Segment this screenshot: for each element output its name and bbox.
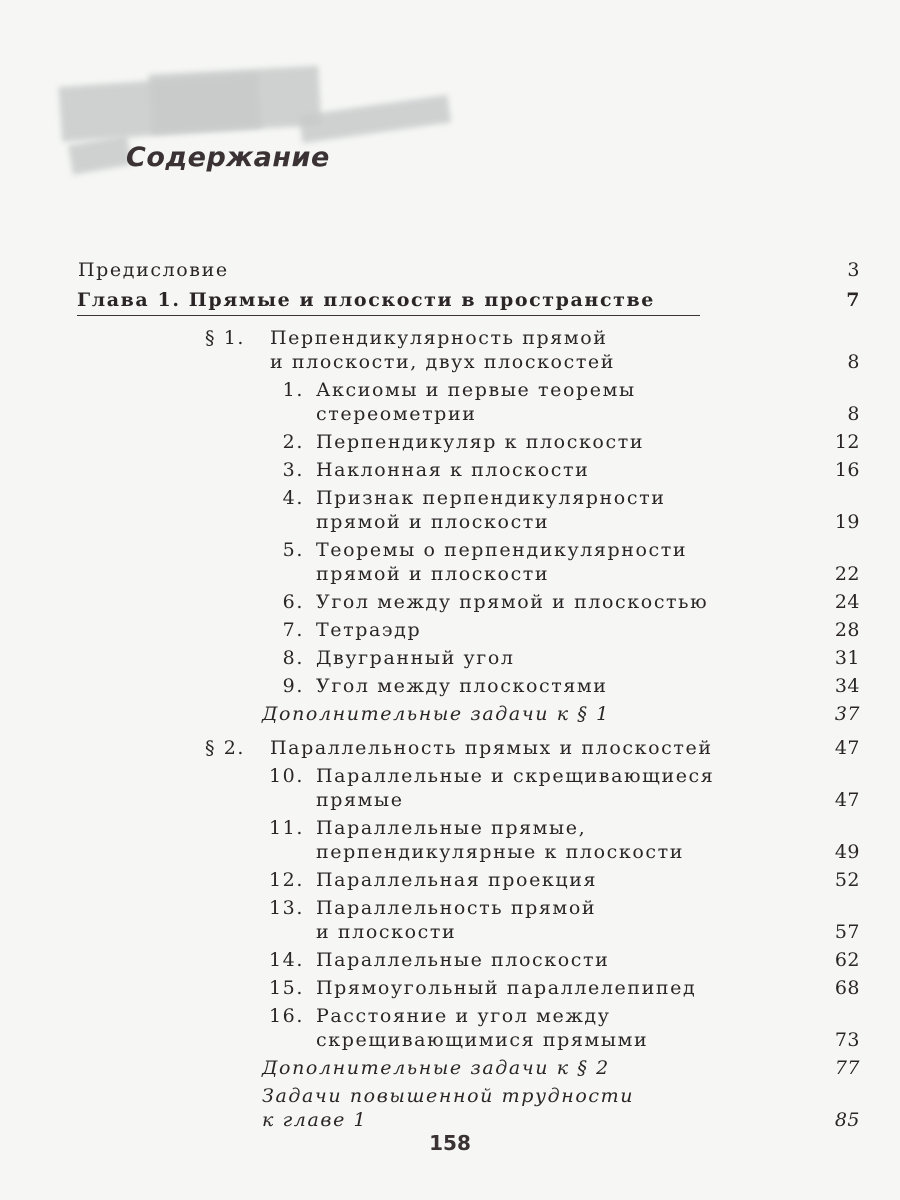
toc-entry-number: 16. (268, 1005, 304, 1027)
toc-entry (0, 868, 900, 892)
toc-entry-number: 2. (282, 431, 304, 453)
toc-entry-number: 11. (268, 817, 304, 839)
table-of-contents (0, 258, 900, 1136)
toc-entry-title: Перпендикуляр к плоскости (316, 431, 645, 453)
toc-entry-title: Глава 1. Прямые и плоскости в пространстве (77, 288, 700, 316)
toc-entry (0, 378, 900, 426)
toc-entry (0, 976, 900, 1000)
toc-entry (0, 816, 900, 864)
toc-entry-page: 85 (834, 1109, 860, 1131)
toc-entry-number: 5. (282, 539, 304, 561)
toc-entry (0, 764, 900, 812)
toc-entry (0, 674, 900, 698)
toc-entry-number: 14. (268, 949, 304, 971)
toc-entry-page: 8 (847, 351, 860, 373)
toc-entry-title: Теоремы о перпендикулярности прямой и плоскости (316, 539, 688, 585)
page-number: 158 (429, 1131, 471, 1155)
toc-entry-number: 1. (282, 379, 304, 401)
page-title: Содержание (126, 142, 330, 173)
toc-entry-number: 9. (282, 675, 304, 697)
toc-entry (0, 646, 900, 670)
toc-entry-page: 62 (834, 949, 860, 971)
toc-entry (0, 430, 900, 454)
toc-entry-title: Параллельная проекция (316, 869, 598, 891)
toc-entry (0, 1084, 900, 1132)
toc-entry-title: Прямоугольный параллелепипед (316, 977, 697, 999)
toc-entry (0, 896, 900, 944)
toc-entry-number: 12. (268, 869, 304, 891)
toc-entry-title: Параллельность прямой и плоскости (316, 897, 597, 943)
toc-entry-title: Аксиомы и первые теоремы стереометрии (316, 379, 636, 425)
toc-entry-number: 10. (268, 765, 304, 787)
toc-entry-page: 52 (834, 869, 860, 891)
toc-entry (0, 458, 900, 482)
toc-entry-page: 31 (834, 647, 860, 669)
toc-entry-page: 68 (834, 977, 860, 999)
toc-entry-page: 77 (834, 1057, 860, 1079)
toc-entry-number: 15. (268, 977, 304, 999)
toc-entry-page: 28 (834, 619, 860, 641)
toc-entry (0, 948, 900, 972)
toc-entry-title: Угол между прямой и плоскостью (316, 591, 709, 613)
decorative-brush-stroke (149, 66, 322, 135)
toc-entry-page: 19 (834, 511, 860, 533)
toc-entry-page: 37 (834, 703, 860, 725)
toc-entry-title: Признак перпендикулярности прямой и плоскости (316, 487, 666, 533)
toc-entry (0, 1056, 900, 1080)
toc-entry (0, 736, 900, 760)
toc-entry-page: 24 (834, 591, 860, 613)
toc-entry (0, 258, 900, 282)
toc-entry-page: 47 (834, 737, 860, 759)
toc-entry-title: Тетраэдр (316, 619, 422, 641)
toc-entry-title: Наклонная к плоскости (316, 459, 590, 481)
toc-entry-title: Дополнительные задачи к § 1 (262, 703, 610, 725)
toc-entry-title: Параллельные плоскости (316, 949, 610, 971)
toc-entry-title: Параллельные прямые, перпендикулярные к плоскости (316, 817, 685, 863)
toc-entry-page: 3 (847, 259, 860, 281)
toc-entry-title: Задачи повышенной трудности к главе 1 (262, 1085, 635, 1131)
toc-entry-number: § 2. (205, 737, 246, 759)
toc-entry (0, 486, 900, 534)
toc-entry-title: Расстояние и угол между скрещивающимися прямыми (316, 1005, 649, 1051)
toc-entry-number: 8. (282, 647, 304, 669)
toc-entry-number: 7. (282, 619, 304, 641)
toc-entry-page: 8 (847, 403, 860, 425)
toc-entry-page: 12 (834, 431, 860, 453)
toc-entry-title: Дополнительные задачи к § 2 (262, 1057, 610, 1079)
decorative-brush-stroke (68, 135, 132, 175)
toc-entry-page: 49 (834, 841, 860, 863)
toc-entry-title: Угол между плоскостями (316, 675, 608, 697)
toc-entry-title: Параллельные и скрещивающиеся прямые (316, 765, 715, 811)
toc-entry-page: 73 (834, 1029, 860, 1051)
toc-entry-number: § 1. (205, 327, 246, 349)
toc-entry-number: 3. (282, 459, 304, 481)
toc-entry-number: 6. (282, 591, 304, 613)
toc-entry-title: Параллельность прямых и плоскостей (270, 737, 713, 759)
toc-entry (0, 1004, 900, 1052)
toc-entry-title: Двугранный угол (316, 647, 515, 669)
toc-entry (0, 702, 900, 726)
toc-entry-number: 4. (282, 487, 304, 509)
toc-entry-title: Предисловие (78, 259, 229, 281)
toc-entry-page: 47 (834, 789, 860, 811)
toc-entry (0, 590, 900, 614)
toc-entry (0, 538, 900, 586)
toc-entry-page: 34 (834, 675, 860, 697)
toc-entry-page: 22 (834, 563, 860, 585)
toc-entry (0, 326, 900, 374)
toc-entry-page: 57 (834, 921, 860, 943)
toc-entry (0, 618, 900, 642)
toc-entry-number: 13. (268, 897, 304, 919)
toc-entry-page: 7 (846, 289, 860, 311)
toc-entry-page: 16 (834, 459, 860, 481)
toc-entry-title: Перпендикулярность прямой и плоскости, двух плоскостей (270, 327, 616, 373)
toc-entry (0, 288, 900, 316)
decorative-brush-stroke (299, 95, 451, 144)
